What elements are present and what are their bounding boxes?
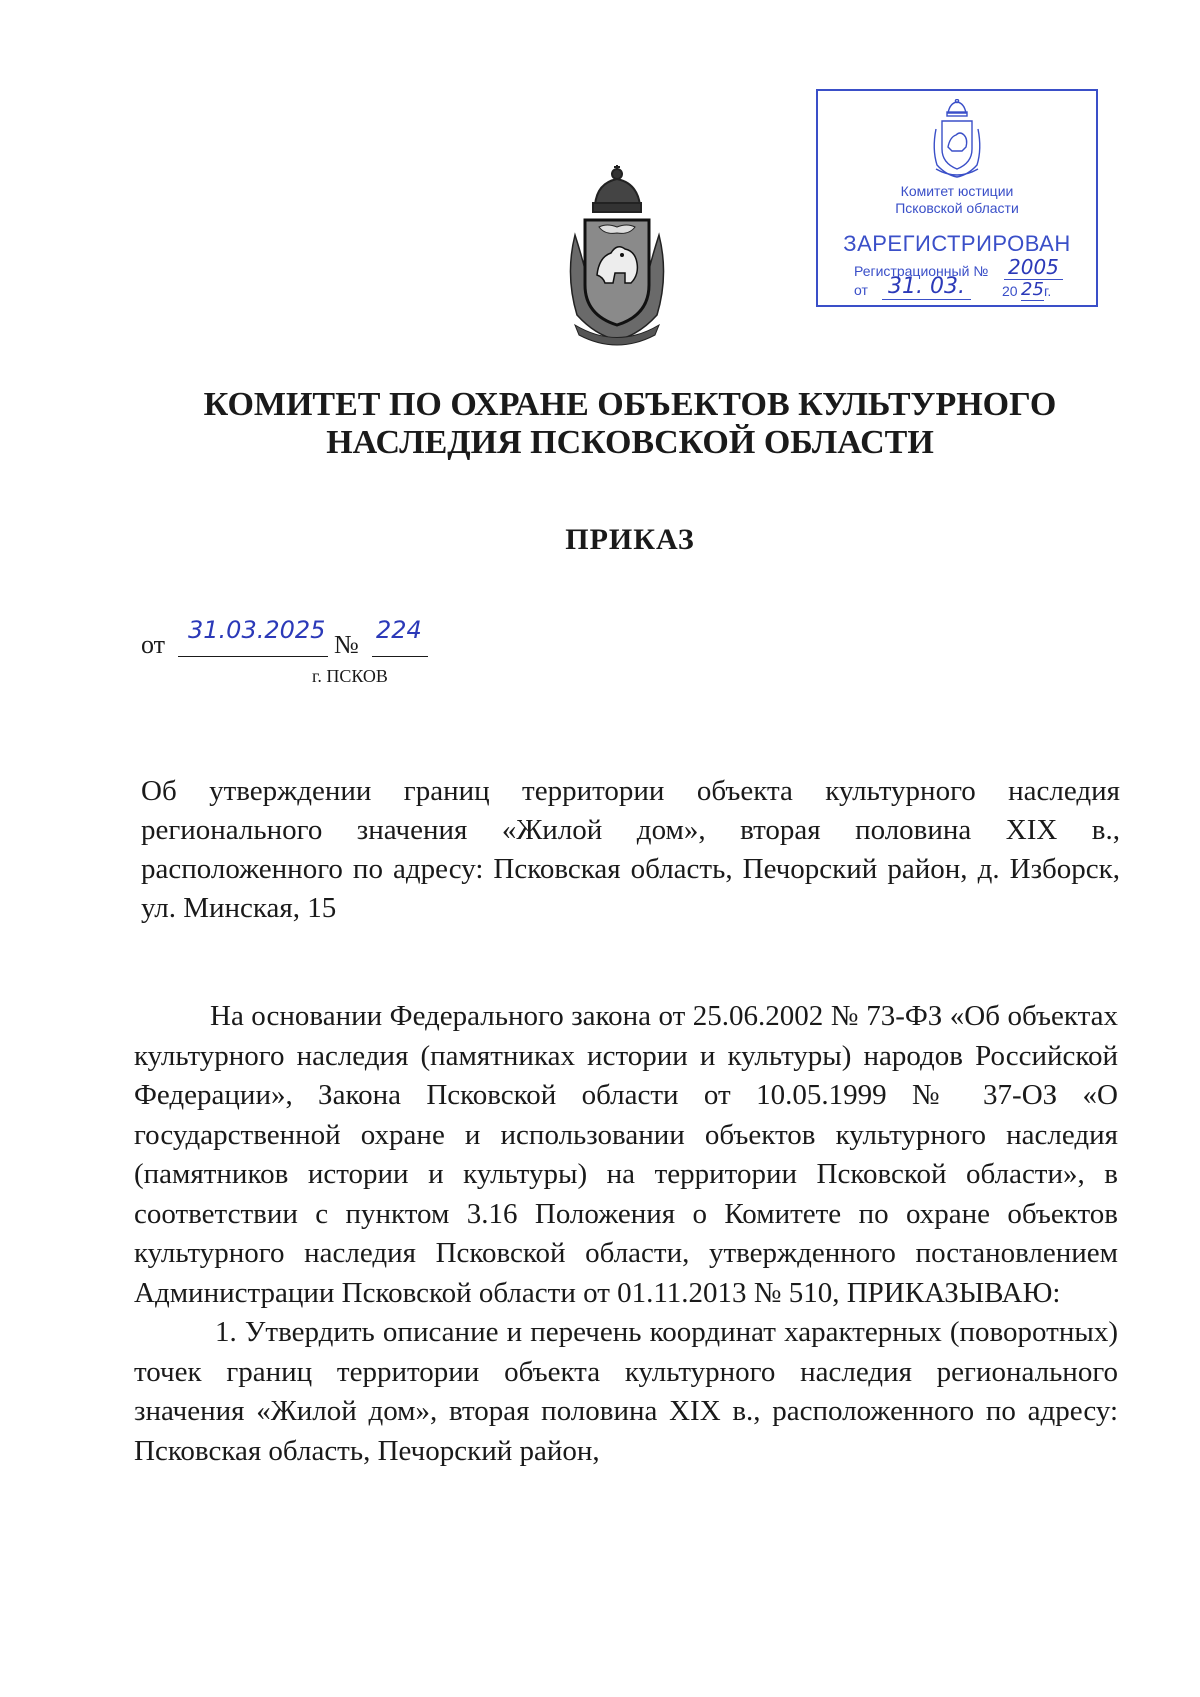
stamp-date-label: от (854, 282, 868, 298)
stamp-org-line1: Комитет юстиции (900, 183, 1014, 199)
stamp-reg-label: Регистрационный № (854, 263, 989, 279)
stamp-year-suffix: г. (1044, 283, 1052, 299)
date-value: 31.03.2025 (188, 616, 326, 644)
stamp-year-value: 25 (1021, 279, 1044, 300)
number-value: 224 (376, 616, 422, 644)
stamp-year-prefix: 20 (1002, 283, 1018, 299)
city-label: г. ПСКОВ (312, 666, 388, 686)
stamp-emblem-icon (928, 99, 986, 181)
number-label: № (334, 630, 359, 659)
stamp-date-value: 31. 03. (882, 274, 971, 300)
order-subject: Об утверждении границ территории объекта культурного наследия регионального значения «Жилой дом», вторая половина XIX в., расположенного по адресу: Псковская область, Печорский район, д. Изборск, ул. Минская, 15 (141, 775, 1120, 924)
registration-stamp (816, 89, 1098, 307)
stamp-status: ЗАРЕГИСТРИРОВАН (843, 231, 1071, 256)
stamp-reg-number: 2005 (1004, 255, 1063, 280)
body-item-1: 1. Утвердить описание и перечень координат характерных (поворотных) точек границ территории объекта культурного наследия регионального значения «Жилой дом», вторая половина XIX в., расположенного по адресу: Псковская область, Печорский район, (134, 1316, 1118, 1467)
body-preamble: На основании Федерального закона от 25.06.2002 № 73-ФЗ «Об объектах культурного наследия (памятниках истории и культуры) народов Российской Федерации», Закона Псковской области от 10.05.1999 № 37-ОЗ «О государственной охране и использовании объектов культурного наследия (памятников истории и культуры) на территории Псковской области», в соответствии с пунктом 3.16 Положения о Комитете по охране объектов культурного наследия Псковской области, утвержденного постановлением Администрации Псковской области от 01.11.2013 № 510, ПРИКАЗЫВАЮ: (134, 1000, 1118, 1309)
stamp-org-line2: Псковской области (895, 200, 1019, 216)
document-type-title: ПРИКАЗ (565, 523, 695, 556)
org-name-line1: КОМИТЕТ ПО ОХРАНЕ ОБЪЕКТОВ КУЛЬТУРНОГО (203, 386, 1057, 423)
date-label: от (141, 630, 166, 659)
order-body (134, 997, 1118, 1471)
org-name-line2: НАСЛЕДИЯ ПСКОВСКОЙ ОБЛАСТИ (326, 424, 934, 461)
pskov-coat-of-arms-icon (555, 165, 680, 350)
